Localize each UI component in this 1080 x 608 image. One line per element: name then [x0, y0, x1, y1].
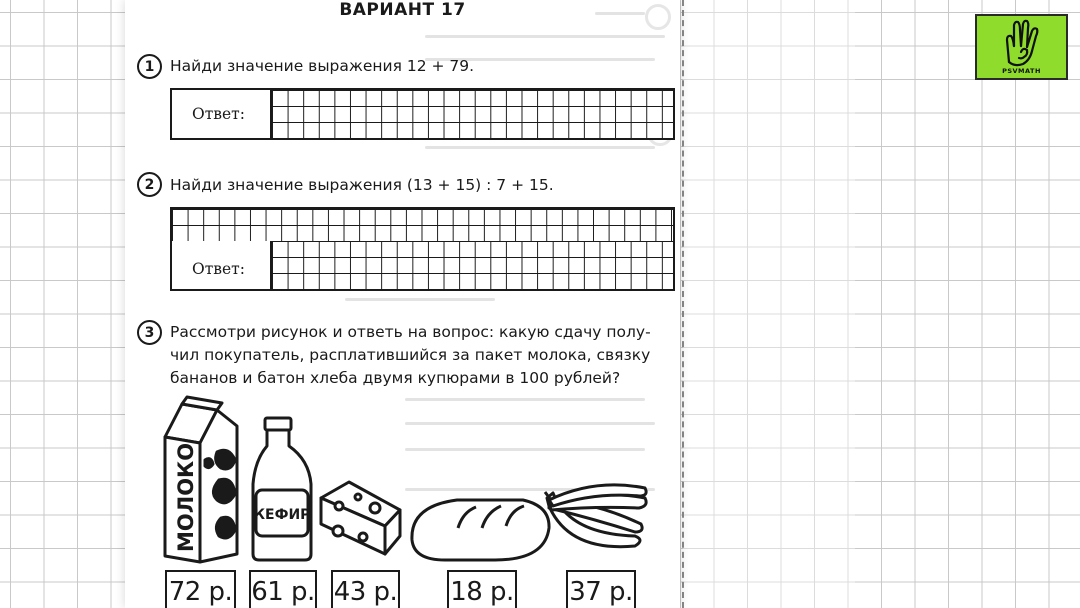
price-bananas: 37 р. [566, 570, 636, 608]
milk-label: МОЛОКО [174, 442, 198, 552]
right-graph-sheet [683, 0, 855, 608]
worksheet-page [125, 0, 680, 608]
price-milk: 72 р. [165, 570, 236, 608]
question-number-1: 1 [137, 54, 162, 79]
question-2-line: Найди значение выражения (13 + 15) : 7 + 15. [170, 176, 554, 194]
answer-label-1: Ответ: [192, 105, 245, 123]
question-3-line-2: чил покупатель, расплатившийся за пакет молока, связку [170, 346, 651, 364]
question-number-3: 3 [137, 320, 162, 345]
kefir-label: КЕФИР [253, 507, 311, 523]
products-illustration [125, 0, 680, 608]
price-bread: 18 р. [447, 570, 517, 608]
answer-label-2: Ответ: [192, 260, 245, 278]
price-cheese: 43 р. [331, 570, 400, 608]
channel-logo [975, 14, 1068, 80]
kefir-bottle-icon [253, 418, 311, 560]
cheese-icon [321, 482, 400, 554]
dashed-fold-line [682, 0, 684, 608]
question-3-line-1: Рассмотри рисунок и ответь на вопрос: какую сдачу полу- [170, 323, 651, 341]
bananas-icon [545, 485, 646, 547]
bread-loaf-icon [412, 500, 549, 560]
question-1-line: Найди значение выражения 12 + 79. [170, 57, 475, 75]
variant-title: ВАРИАНТ 17 [339, 0, 466, 20]
question-3-line-3: бананов и батон хлеба двумя купюрами в 100 рублей? [170, 369, 621, 387]
logo-text: PSVMATH [1002, 67, 1041, 75]
question-number-2: 2 [137, 172, 162, 197]
price-kefir: 61 р. [249, 570, 317, 608]
